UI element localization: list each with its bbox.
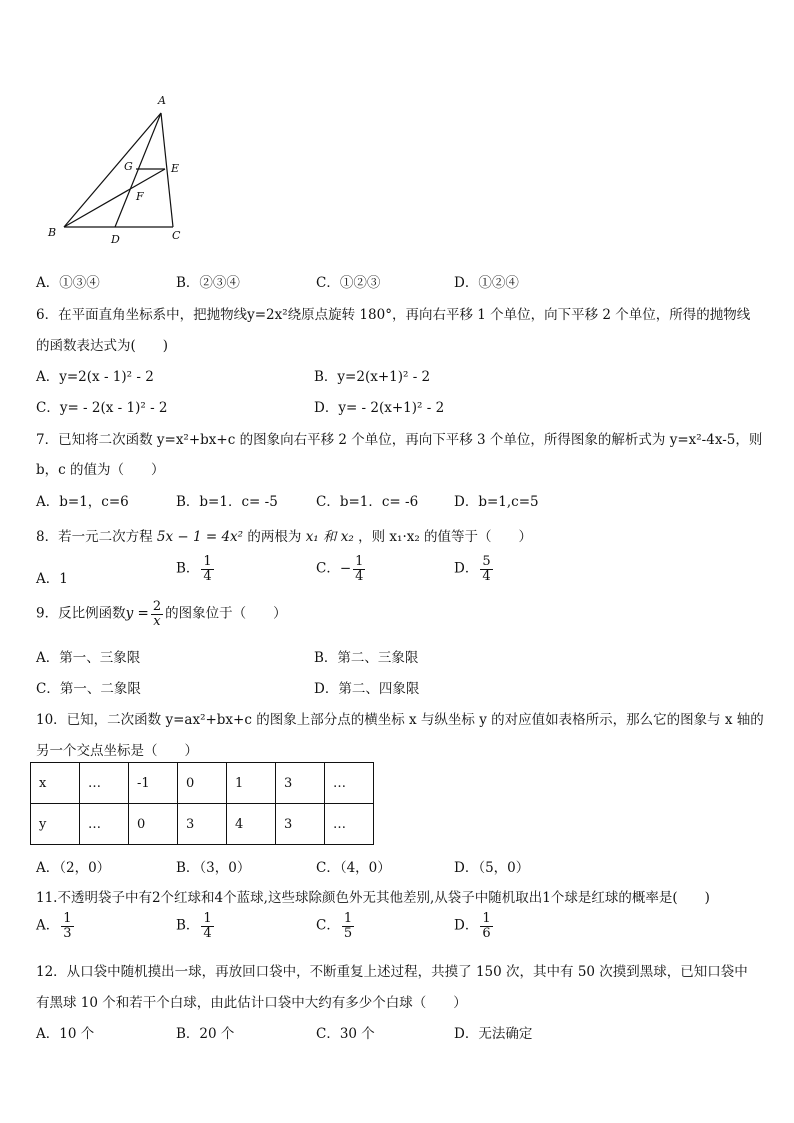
q8-option-a[interactable] xyxy=(36,567,68,587)
numerator: 1 xyxy=(343,911,353,926)
q12-option-a[interactable]: A．10 个 xyxy=(36,1026,95,1042)
q7-option-b[interactable]: B．b=1．c= -5 xyxy=(176,494,278,510)
triangle-figure xyxy=(40,88,200,253)
fraction xyxy=(201,555,213,583)
fraction xyxy=(342,912,354,940)
fraction xyxy=(201,912,213,940)
q10-option-c[interactable]: C．（4，0） xyxy=(316,860,391,876)
q11-option-d[interactable] xyxy=(454,912,495,940)
q6-stem-line1: 6．在平面直角坐标系中，把抛物线y=2x²绕原点旋转 180°，再向右平移 1 个单位，向下平移 2 个单位，所得的抛物线 xyxy=(36,307,751,323)
denominator: 3 xyxy=(63,925,72,941)
table-row xyxy=(31,804,374,845)
q9-lhs: y = xyxy=(125,605,149,622)
q9-stem xyxy=(36,600,287,628)
q7-option-a[interactable]: A．b=1，c=6 xyxy=(36,494,129,510)
minus-sign: − xyxy=(339,560,352,577)
numerator: 1 xyxy=(355,554,364,569)
q10-stem-line1: 10．已知，二次函数 y=ax²+bx+c 的图象上部分点的横坐标 x 与纵坐标 y 的对应值如表格所示，那么它的图象与 x 轴的 xyxy=(36,712,764,728)
option-label: A． xyxy=(36,917,60,934)
q12-option-c[interactable]: C．30 个 xyxy=(316,1026,375,1042)
table-cell: 3 xyxy=(178,804,227,845)
numerator: 1 xyxy=(63,911,72,926)
q12-option-b[interactable]: B．20 个 xyxy=(176,1026,235,1042)
q9-prefix: 9．反比例函数 xyxy=(36,605,126,622)
table-cell: … xyxy=(325,763,374,804)
q11-option-c[interactable] xyxy=(316,912,356,940)
option-label: D． xyxy=(454,917,479,934)
value-table xyxy=(30,762,374,845)
numerator: 1 xyxy=(203,554,212,569)
fraction xyxy=(353,555,365,583)
q6-option-b[interactable]: B．y=2(x+1)² - 2 xyxy=(314,369,431,385)
q9-suffix: 的图象位于（ ） xyxy=(165,605,287,622)
option-label: D． xyxy=(454,560,479,577)
q9-option-c[interactable]: C．第一、二象限 xyxy=(36,681,141,697)
denominator: 4 xyxy=(355,568,364,584)
option-value: 1 xyxy=(59,571,68,587)
q10-option-b[interactable]: B．（3，0） xyxy=(176,860,251,876)
q8-option-d[interactable] xyxy=(454,555,495,583)
q11-option-b[interactable] xyxy=(176,912,216,940)
q6-option-d[interactable]: D．y= - 2(x+1)² - 2 xyxy=(314,400,445,416)
numerator: 1 xyxy=(203,911,212,926)
numerator: 5 xyxy=(482,554,491,569)
label-A: A xyxy=(158,94,166,107)
q7-stem-line1: 7．已知将二次函数 y=x²+bx+c 的图象向右平移 2 个单位，再向下平移 3 个单位，所得图象的解析式为 y=x²-4x-5，则 xyxy=(36,432,763,448)
q9-option-a[interactable]: A．第一、三象限 xyxy=(36,650,141,666)
q8-stem xyxy=(36,525,532,545)
table-cell: 3 xyxy=(276,804,325,845)
q9-fraction xyxy=(151,600,163,628)
fraction xyxy=(61,912,73,940)
q9-option-b[interactable]: B．第二、三象限 xyxy=(314,650,419,666)
q10-option-a[interactable]: A．（2，0） xyxy=(36,860,111,876)
q5-option-d[interactable]: D．①②④ xyxy=(454,275,519,291)
q6-stem-line2: 的函数表达式为( ) xyxy=(36,338,169,354)
table-cell: 1 xyxy=(227,763,276,804)
option-label: C． xyxy=(316,560,340,577)
q11-option-a[interactable] xyxy=(36,912,76,940)
table-cell: x xyxy=(31,763,80,804)
q8-option-b[interactable] xyxy=(176,555,216,583)
label-B: B xyxy=(48,226,57,239)
q8-roots: x₁ 和 x₂ xyxy=(305,529,354,545)
table-cell: … xyxy=(80,804,129,845)
table-cell: 0 xyxy=(129,804,178,845)
q10-option-d[interactable]: D．（5，0） xyxy=(454,860,530,876)
q5-option-b[interactable]: B．②③④ xyxy=(176,275,240,291)
table-cell: 0 xyxy=(178,763,227,804)
q5-option-c[interactable]: C．①②③ xyxy=(316,275,381,291)
q5-option-a[interactable]: A．①③④ xyxy=(36,275,100,291)
q7-option-c[interactable]: C．b=1．c= -6 xyxy=(316,494,419,510)
table-row xyxy=(31,763,374,804)
table-cell: 4 xyxy=(227,804,276,845)
table-cell: 3 xyxy=(276,763,325,804)
denominator: 4 xyxy=(203,925,212,941)
label-E: E xyxy=(171,162,180,175)
option-label: A． xyxy=(36,571,60,587)
option-label: B． xyxy=(176,917,200,934)
label-G: G xyxy=(124,160,133,173)
table-cell: y xyxy=(31,804,80,845)
table-cell: … xyxy=(80,763,129,804)
option-label: B． xyxy=(176,560,200,577)
numerator: 2 xyxy=(152,599,162,614)
denominator: 4 xyxy=(482,568,491,584)
q11-stem: 11.不透明袋子中有2个红球和4个蓝球,这些球除颜色外无其他差别,从袋子中随机取出1个球是红球的概率是( ) xyxy=(36,890,710,906)
q6-option-a[interactable]: A．y=2(x - 1)² - 2 xyxy=(36,369,154,385)
label-D: D xyxy=(111,233,120,246)
q7-stem-line2: b，c 的值为（ ） xyxy=(36,462,165,478)
option-label: C． xyxy=(316,917,340,934)
numerator: 1 xyxy=(482,911,491,926)
denominator: 5 xyxy=(343,925,353,941)
denominator: 4 xyxy=(203,568,212,584)
q8-equation: 5x − 1 = 4x² xyxy=(156,529,244,545)
q12-option-d[interactable]: D．无法确定 xyxy=(454,1026,533,1042)
table-cell: … xyxy=(325,804,374,845)
q8-option-c[interactable] xyxy=(316,555,367,583)
q10-stem-line2: 另一个交点坐标是（ ） xyxy=(36,743,198,759)
q8-prefix: 8．若一元二次方程 xyxy=(36,529,153,545)
q6-option-c[interactable]: C．y= - 2(x - 1)² - 2 xyxy=(36,400,168,416)
table-cell: -1 xyxy=(129,763,178,804)
denominator: 6 xyxy=(482,925,491,941)
q8-middle: 的两根为 xyxy=(247,529,302,545)
q12-stem-line1: 12．从口袋中随机摸出一球，再放回口袋中，不断重复上述过程，共摸了 150 次，其中有 50 次摸到黑球，已知口袋中 xyxy=(36,964,748,980)
label-F: F xyxy=(136,190,144,203)
fraction xyxy=(480,912,492,940)
q8-suffix: ，则 x₁·x₂ 的值等于（ ） xyxy=(358,529,533,545)
q7-option-d[interactable]: D．b=1,c=5 xyxy=(454,494,539,510)
q9-option-d[interactable]: D．第二、四象限 xyxy=(314,681,420,697)
fraction xyxy=(480,555,492,583)
label-C: C xyxy=(172,229,181,242)
denominator: x xyxy=(153,613,161,629)
q12-stem-line2: 有黑球 10 个和若干个白球，由此估计口袋中大约有多少个白球（ ） xyxy=(36,995,467,1011)
